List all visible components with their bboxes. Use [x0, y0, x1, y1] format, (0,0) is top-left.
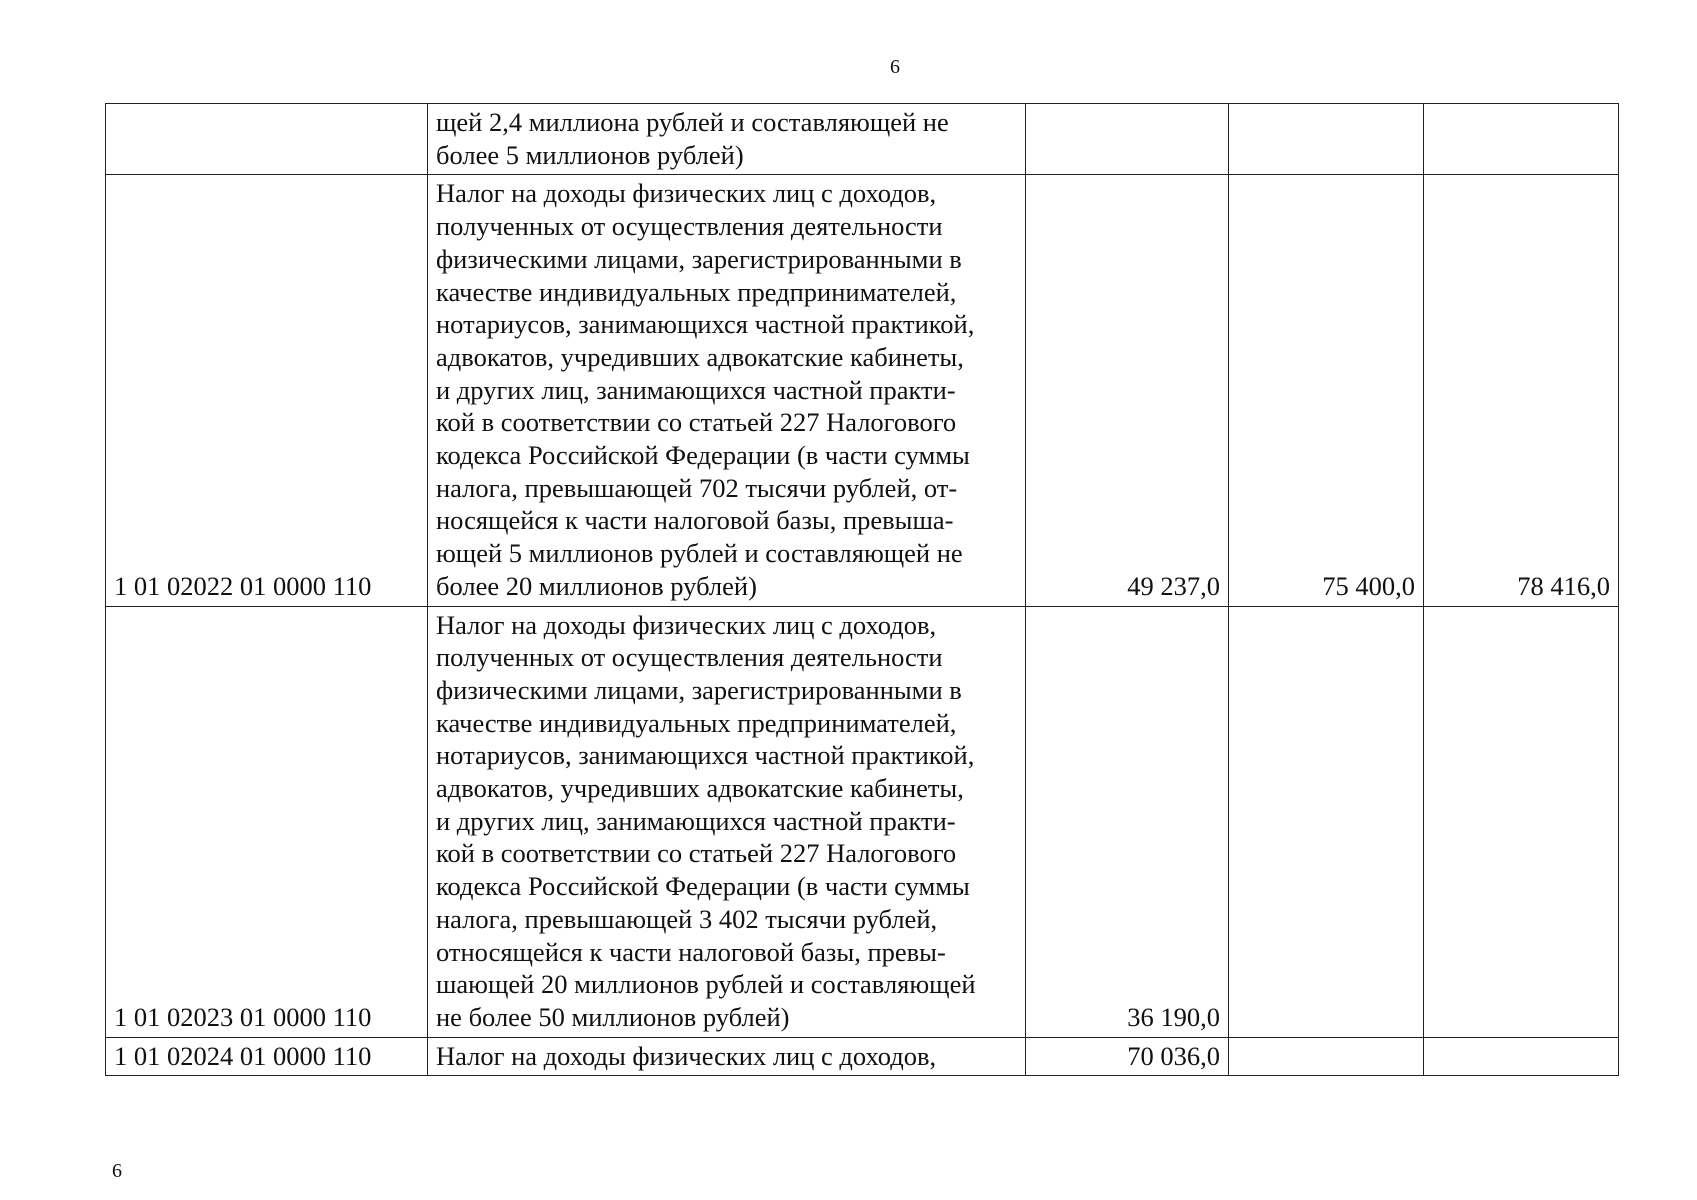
- description-line: кой в соответствии со статьей 227 Налогового: [436, 407, 957, 438]
- description-line: носящейся к части налоговой базы, превыша-: [436, 505, 954, 536]
- value-cell-1: [1026, 104, 1229, 175]
- description-line: полученных от осуществления деятельности: [436, 211, 943, 242]
- description-line: полученных от осуществления деятельности: [436, 642, 943, 673]
- description-cell: [428, 606, 1026, 1037]
- description-cell: [428, 104, 1026, 175]
- value-cell-3: 78 416,0: [1424, 175, 1619, 606]
- value-cell-1: 36 190,0: [1026, 606, 1229, 1037]
- description-line: кой в соответствии со статьей 227 Налогового: [436, 838, 957, 869]
- description-line: и других лиц, занимающихся частной практи-: [436, 805, 956, 836]
- value-cell-3: [1424, 104, 1619, 175]
- description-line: щей 2,4 миллиона рублей и составляющей не: [436, 107, 949, 137]
- value-cell-1: 49 237,0: [1026, 175, 1229, 606]
- budget-table: [105, 103, 1619, 1076]
- description-line: налога, превышающей 3 402 тысячи рублей,: [436, 903, 938, 934]
- description-line: кодекса Российской Федерации (в части суммы: [436, 871, 970, 902]
- value-cell-2: [1229, 606, 1424, 1037]
- budget-code-cell: 1 01 02023 01 0000 110: [106, 606, 428, 1037]
- description-line: кодекса Российской Федерации (в части суммы: [436, 440, 970, 471]
- value-cell-2: 75 400,0: [1229, 175, 1424, 606]
- description-line: адвокатов, учредивших адвокатские кабинеты,: [436, 773, 964, 804]
- description-line: качестве индивидуальных предпринимателей,: [436, 707, 957, 738]
- value-cell-3: [1424, 606, 1619, 1037]
- description-line: не более 50 миллионов рублей): [436, 1001, 790, 1032]
- budget-code-cell: [106, 104, 428, 175]
- value-cell-2: [1229, 104, 1424, 175]
- description-line: более 20 миллионов рублей): [436, 570, 757, 601]
- description-line: более 5 миллионов рублей): [436, 139, 744, 170]
- description-cell: [428, 175, 1026, 606]
- description-cell: [428, 1037, 1026, 1076]
- value-cell-1: 70 036,0: [1026, 1037, 1229, 1076]
- description-line: Налог на доходы физических лиц с доходов,: [436, 178, 937, 209]
- description-line: относящейся к части налоговой базы, превы-: [436, 936, 946, 967]
- table-row: [106, 175, 1619, 606]
- value-cell-2: [1229, 1037, 1424, 1076]
- value-cell-3: [1424, 1037, 1619, 1076]
- description-line: физическими лицами, зарегистрированными в: [436, 243, 962, 274]
- description-line: ющей 5 миллионов рублей и составляющей не: [436, 538, 963, 569]
- description-line: Налог на доходы физических лиц с доходов,: [436, 1040, 937, 1071]
- description-line: Налог на доходы физических лиц с доходов,: [436, 609, 937, 640]
- page-number-top: 6: [890, 56, 900, 78]
- table-row: [106, 1037, 1619, 1076]
- description-line: качестве индивидуальных предпринимателей,: [436, 276, 957, 307]
- table-row: [106, 104, 1619, 175]
- description-line: нотариусов, занимающихся частной практикой,: [436, 309, 975, 340]
- table-row: [106, 606, 1619, 1037]
- page-number-bottom: 6: [112, 1160, 122, 1182]
- description-line: адвокатов, учредивших адвокатские кабинеты,: [436, 341, 964, 372]
- budget-code-cell: 1 01 02024 01 0000 110: [106, 1037, 428, 1076]
- description-line: и других лиц, занимающихся частной практи-: [436, 374, 956, 405]
- description-line: налога, превышающей 702 тысячи рублей, от-: [436, 472, 958, 503]
- description-line: физическими лицами, зарегистрированными в: [436, 674, 962, 705]
- budget-code-cell: 1 01 02022 01 0000 110: [106, 175, 428, 606]
- description-line: нотариусов, занимающихся частной практикой,: [436, 740, 975, 771]
- description-line: шающей 20 миллионов рублей и составляющей: [436, 969, 976, 1000]
